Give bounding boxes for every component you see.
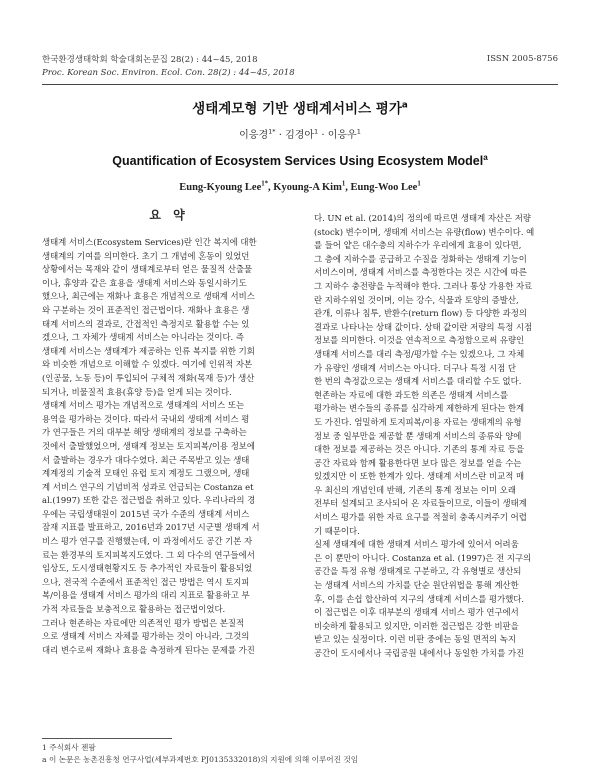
body-text-line: 현존하는 자료에 대한 과도한 의존은 생태계 서비스를 <box>314 389 508 400</box>
body-text-line: 비슷하게 활용되고 있지만, 이러한 접근법은 강한 비판을 <box>314 620 519 631</box>
author-en-separator: , <box>268 182 274 193</box>
body-text-line: 는 생태계 서비스의 가치를 단순 원단위법을 통해 계산한 <box>314 580 519 591</box>
journal-name-en: Proc. Korean Soc. Environ. Ecol. Con. 28(2) : 44~45, 2018 <box>42 68 295 78</box>
body-text-line: 잠재 지표를 발표하고, 2016년과 2017년 시군별 생태계 서 <box>42 522 260 533</box>
journal-name-ko: 한국환경생태학회 학술대회논문집 28(2) : 44~45, 2018 <box>42 55 258 65</box>
body-text-line: 으로 생태계 서비스 자체를 평가하는 것이 아니라, 그것의 <box>42 631 250 642</box>
author-en-2-affiliation: 1 <box>341 180 346 188</box>
body-text-line: 대한 정보를 제공하는 것은 아니다. 기존의 통계 자료 등을 <box>314 444 525 455</box>
body-text-line: 공간 자료와 함께 활용한다면 보다 많은 정보를 얻을 수는 <box>314 457 522 468</box>
author-en-1: Eung-Kyoung Lee <box>179 182 262 193</box>
body-text-line: 다. UN et al. (2014)의 정의에 따르면 생태계 자산은 저량 <box>314 213 531 223</box>
body-text-line: 태계 서비스의 결과로, 간접적인 측정지로 활용할 수는 있 <box>42 318 250 329</box>
body-text-line: 기 때문이다. <box>314 525 360 536</box>
body-text-line: 그러나 현존하는 자료에만 의존적인 평가 방법은 본질적 <box>42 617 245 628</box>
body-text-line: 료는 환경부의 토지피복지도였다. 그 외 다수의 연구들에서 <box>42 549 255 560</box>
body-text-line: 생태계 서비스를 대리 측정/평가할 수는 있겠으나, 그 자체 <box>314 348 525 359</box>
body-text-line: 서비스 평가를 위한 자료 요구를 적절히 충족시켜주기 어렵 <box>314 512 527 523</box>
author-en-3-affiliation: 1 <box>417 180 421 188</box>
body-text-line: 전부터 설계되고 조사되어 온 자료들이므로, 이들이 생태계 <box>314 498 527 509</box>
body-text-line: 가 연구들은 거의 대부분 해당 생태계의 정보를 구축하는 <box>42 427 247 438</box>
body-text-line: 용역을 평가하는 것이다. 따라서 국내외 생태계 서비스 평 <box>42 413 250 424</box>
title-ko-footnote-mark: a <box>401 100 408 111</box>
body-text-line: 후, 이를 손쉽 합산하여 지구의 생태계 서비스를 평가했다. <box>314 593 525 604</box>
author-en-1-affiliation: 1* <box>261 180 269 188</box>
body-text-line: 되거나, 비물질적 효용(휴양 등)을 얻게 되는 것이다. <box>42 386 232 397</box>
body-text-line: 생태계 서비스(Ecosystem Services)란 인간 복지에 대한 <box>42 237 257 247</box>
body-text-line: 와 구분하는 것이 표준적인 접근법이다. 재화나 효용은 생 <box>42 304 250 315</box>
body-text-line: 비스 평가 연구를 진행했는데, 이 과정에서도 공간 기본 자 <box>42 536 253 547</box>
paper-title-english <box>0 154 600 168</box>
body-text-line: al.(1997) 또한 같은 접근법을 취하고 있다. 우리나라의 경 <box>42 495 256 506</box>
body-text-line: 겠으나, 그 자체가 생태계 서비스는 아니라는 것이다. 즉 <box>42 332 244 343</box>
footnote-divider <box>42 738 172 739</box>
abstract-heading: 요 약 <box>149 208 189 222</box>
author-ko-1: 이응경 <box>239 130 269 141</box>
author-en-separator: , <box>345 182 351 193</box>
body-text-line: 와 비슷한 개념으로 이해할 수 있겠다. 여기에 인위적 자본 <box>42 359 253 370</box>
author-list-english <box>0 182 600 193</box>
body-text-line: 우 최신의 개념인데 반해, 기존의 통계 정보는 이미 오래 <box>314 484 516 495</box>
author-ko-3: 이응우 <box>327 130 357 141</box>
author-ko-3-affiliation: 1 <box>356 127 361 136</box>
body-text-line: 그 층에 지하수를 공급하고 수질을 정화하는 생태계 기능이 <box>314 253 527 264</box>
body-text-line: 있겠지만 이 또한 한계가 있다. 생태계 서비스란 비교적 매 <box>314 471 525 482</box>
body-text-line: 도 가진다. 엄밀하게 토지피복/이용 자료는 생태계의 유형 <box>314 416 522 427</box>
journal-header <box>42 54 295 80</box>
footnote-line: a 이 논문은 농촌진흥청 연구사업(세부과제번호 PJ0135332018)의 지원에 의해 이루어진 것임 <box>42 755 359 764</box>
body-text-line: 으나, 전국적 수준에서 표준적인 접근 방법은 역시 토지피 <box>42 576 250 587</box>
body-text-line: 대리 변수로써 재화나 효용을 측정하게 된다는 문제를 가진 <box>42 644 255 655</box>
body-column-left <box>42 236 296 657</box>
body-text-line: 생태계 서비스 평가는 개념적으로 생태계의 서비스 또는 <box>42 400 245 411</box>
body-text-line: 것에서 출발했었으며, 생태계 정보는 토지피복/이용 정보에 <box>42 440 255 451</box>
author-ko-1-affiliation: 1* <box>268 127 276 136</box>
body-text-line: (인공물, 노동 등)이 투입되어 구체적 재화(목재 등)가 생산 <box>42 372 255 383</box>
author-en-3: Eung-Woo Lee <box>350 182 418 193</box>
author-ko-separator: · <box>275 130 286 141</box>
body-text-line: 우에는 국립생태원이 2015년 국가 수준의 생태계 서비스 <box>42 508 250 519</box>
author-list-korean <box>0 126 600 141</box>
author-en-2: Kyoung-A Kim <box>273 182 342 193</box>
body-text-line: 그 지하수 충전량을 누적해야 한다. 그러나 통상 가용한 자료 <box>314 280 533 291</box>
body-text-line: 실제 생태계에 대한 생태계 서비스 평가에 있어서 어려움 <box>314 539 519 550</box>
body-text-line: (stock) 변수이며, 생태계 서비스는 유량(flow) 변수이다. 예 <box>314 226 535 237</box>
body-text-line: 를 들어 얕은 대수층의 지하수가 우리에게 효용이 있다면, <box>314 240 522 251</box>
body-text-line: 정보를 의미한다. 이것을 연속적으로 측정함으로써 유량인 <box>314 335 525 346</box>
body-text-line: 복/이용을 생태계 서비스 평가의 대리 지표로 활용하고 부 <box>42 590 250 601</box>
title-ko-text: 생태계모형 기반 생태계서비스 평가 <box>192 101 402 117</box>
body-text-line: 란 지하수위일 것이며, 이는 강수, 식물과 토양의 증발산, <box>314 294 519 305</box>
body-text-line: 은 이 뿐만이 아니다. Costanza et al. (1997)은 전 지구의 <box>314 552 532 563</box>
body-text-line: 계계정의 기술적 모태인 유럽 토지 계정도 그랬으며, 생태 <box>42 468 250 479</box>
body-text-line: 정보 중 일부만을 제공할 뿐 생태계 서비스의 종류와 양에 <box>314 430 522 441</box>
body-text-line: 서 출발하는 경우가 대다수였다. 최근 주목받고 있는 생태 <box>42 454 250 465</box>
footnotes <box>42 742 358 766</box>
body-text-line: 결과로 나타나는 상태 값이다. 상태 값이란 저량의 특정 시점 <box>314 321 533 332</box>
body-text-line: 평가하는 변수들의 종류를 심각하게 제한하게 된다는 한계 <box>314 403 525 414</box>
title-en-footnote-mark: a <box>483 152 488 162</box>
body-column-right <box>314 212 560 661</box>
body-text-line: 받고 있는 실정이다. 이런 비판 중에는 동일 면적의 녹지 <box>314 634 516 645</box>
paper-title-korean <box>0 97 600 117</box>
body-text-line: 관개, 이류나 침투, 반환수(return flow) 등 다양한 과정의 <box>314 308 527 319</box>
header-divider <box>42 84 558 85</box>
body-text-line: 이 접근법은 이후 대부분의 생태계 서비스 평가 연구에서 <box>314 607 519 618</box>
body-text-line: 생태계의 기여를 의미한다. 초기 그 개념에 혼동이 있었던 <box>42 250 250 261</box>
body-text-line: 상황에서는 목재와 같이 생태계로부터 얻은 물질적 산출물 <box>42 264 253 275</box>
body-text-line: 가 유량인 생태계 서비스는 아니다. 더구나 특정 시점 단 <box>314 362 516 373</box>
issn-number: ISSN 2005-8756 <box>486 54 558 64</box>
body-text-line: 했으나, 최근에는 재화나 효용은 개념적으로 생태계 서비스 <box>42 291 255 302</box>
footnote-line: 1 주식회사 젠팜 <box>42 743 96 752</box>
body-text-line: 서비스이며, 생태계 서비스를 측정한다는 것은 시간에 따른 <box>314 267 527 278</box>
body-text-line: 공간이 도시에서나 국립공원 내에서나 동일한 가치를 가진 <box>314 648 525 658</box>
author-ko-2-affiliation: 1 <box>314 127 319 136</box>
body-text-line: 이나, 휴양과 같은 효용을 생태계 서비스와 동일시하기도 <box>42 277 247 288</box>
title-en-text: Quantification of Ecosystem Services Using Ecosystem Model <box>112 154 484 168</box>
body-text-line: 계 서비스 연구의 기념비적 성과로 언급되는 Costanza et <box>42 481 254 492</box>
body-text-line: 가적 자료들을 보충적으로 활용하는 접근법이었다. <box>42 604 226 615</box>
author-ko-separator: · <box>318 130 328 141</box>
author-ko-2: 김경아 <box>285 130 315 141</box>
body-text-line: 공간을 특정 유형 생태계로 구분하고, 각 유형별로 생산되 <box>314 566 522 577</box>
body-text-line: 임상도, 도시생태현황지도 등 추가적인 자료들이 활용되었 <box>42 563 253 574</box>
body-text-line: 생태계 서비스는 생태계가 제공하는 인류 복지를 위한 기회 <box>42 345 255 356</box>
body-text-line: 한 번의 측정값으로는 생태계 서비스를 대리할 수도 없다. <box>314 376 522 387</box>
